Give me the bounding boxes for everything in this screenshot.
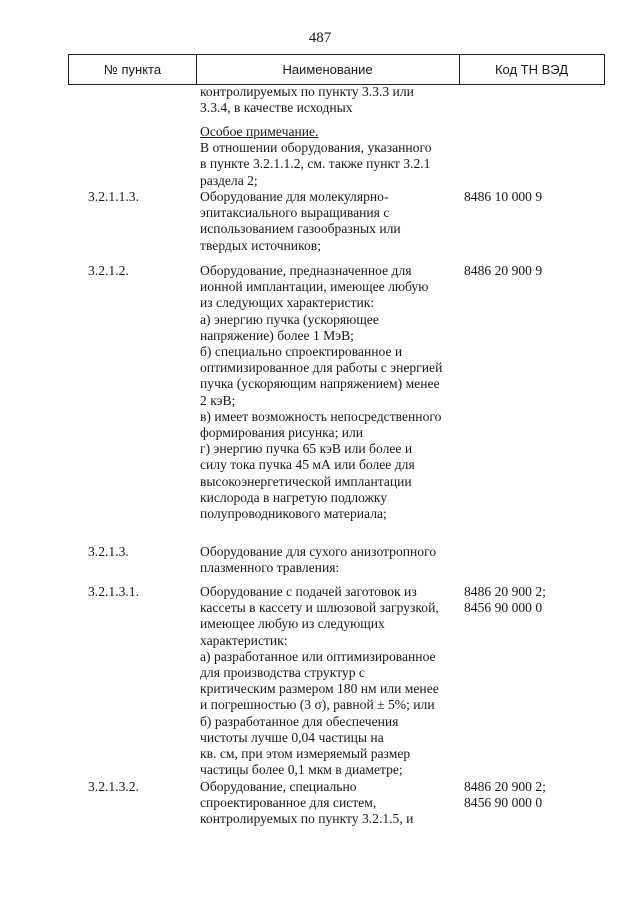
- text-line: кислорода в нагретую подложку: [200, 489, 388, 505]
- text-line: ионной имплантации, имеющее любую: [200, 279, 429, 295]
- text-line: 2 кэВ;: [200, 392, 236, 408]
- row-number: 3.2.1.3.: [88, 544, 129, 559]
- text-line: контролируемых по пункту 3.3.3 или: [200, 84, 414, 99]
- text-line: В отношении оборудования, указанного: [200, 140, 432, 156]
- header-item-code: Код ТН ВЭД: [494, 62, 569, 77]
- text-line: а) разработанное или оптимизированное: [200, 648, 436, 664]
- text-line: плазменного травления:: [200, 560, 340, 576]
- text-line: твердых источников;: [200, 237, 321, 253]
- special-note: [200, 124, 462, 189]
- text-line: характеристик:: [200, 632, 288, 648]
- text-line: в) имеет возможность непосредственного: [200, 408, 442, 424]
- text-line: силу тока пучка 45 мА или более для: [200, 457, 415, 473]
- text-line: чистоты лучше 0,04 частицы на: [200, 729, 384, 745]
- row-description: [200, 779, 462, 828]
- text-line: б) разработанное для обеспечения: [200, 713, 399, 729]
- code-line: 8486 10 000 9: [464, 189, 543, 204]
- code-line: 8486 20 900 2;: [464, 584, 546, 599]
- text-line: частицы более 0,1 мкм в диаметре;: [200, 762, 403, 778]
- text-line: для производства структур с: [200, 665, 365, 681]
- code-line: 8486 20 900 2;: [464, 779, 546, 794]
- text-line: б) специально спроектированное и: [200, 344, 403, 360]
- header-item-name: Наименование: [196, 55, 460, 84]
- text-line: высокоэнергетической имплантации: [200, 473, 412, 489]
- text-line: пучка (ускоряющим напряжением) менее: [200, 376, 440, 392]
- continuation-text: [200, 84, 462, 116]
- text-line: Оборудование, предназначенное для: [200, 263, 412, 278]
- row-code: [464, 263, 594, 279]
- row-number: 3.2.1.3.2.: [88, 779, 139, 794]
- row-description: [200, 544, 462, 576]
- text-line: раздела 2;: [200, 172, 258, 188]
- text-line: оптимизированное для работы с энергией: [200, 360, 443, 376]
- row-code: [464, 189, 594, 205]
- row-code: [464, 779, 594, 811]
- text-line: в пункте 3.2.1.1.2, см. также пункт 3.2.1: [200, 156, 431, 172]
- row-description: [200, 263, 462, 522]
- text-line: напряжение) более 1 МэВ;: [200, 327, 354, 343]
- text-line: 3.3.4, в качестве исходных: [200, 100, 353, 116]
- special-note-heading: Особое примечание.: [200, 124, 319, 139]
- text-line: Оборудование для сухого анизотропного: [200, 544, 437, 559]
- header-item-number: № пункта: [69, 55, 197, 84]
- row-number: 3.2.1.1.3.: [88, 189, 139, 204]
- row-code: [464, 584, 594, 616]
- code-line: 8486 20 900 9: [464, 263, 543, 278]
- text-line: эпитаксиального выращивания с: [200, 205, 390, 221]
- text-line: контролируемых по пункту 3.2.1.5, и: [200, 811, 414, 827]
- text-line: кв. см, при этом измеряемый размер: [200, 746, 411, 762]
- text-line: Оборудование для молекулярно-: [200, 189, 389, 204]
- text-line: а) энергию пучка (ускоряющее: [200, 311, 379, 327]
- row-number: 3.2.1.3.1.: [88, 584, 139, 599]
- text-line: критическим размером 180 нм или менее: [200, 681, 439, 697]
- text-line: полупроводникового материала;: [200, 506, 387, 522]
- row-number: 3.2.1.2.: [88, 263, 129, 278]
- text-line: Оборудование, специально: [200, 779, 357, 794]
- page-number: 487: [308, 30, 332, 46]
- text-line: спроектированное для систем,: [200, 795, 377, 811]
- row-description: [200, 189, 462, 254]
- code-line: 8456 90 000 0: [464, 795, 543, 811]
- table-header: [68, 54, 605, 85]
- text-line: кассеты в кассету и шлюзовой загрузкой,: [200, 600, 439, 616]
- row-description: [200, 584, 462, 778]
- text-line: использованием газообразных или: [200, 221, 401, 237]
- text-line: Оборудование с подачей заготовок из: [200, 584, 417, 599]
- text-line: из следующих характеристик:: [200, 295, 375, 311]
- text-line: формирования рисунка; или: [200, 425, 364, 441]
- text-line: и погрешностью (3 σ), равной ± 5%; или: [200, 697, 435, 713]
- code-line: 8456 90 000 0: [464, 600, 543, 616]
- text-line: г) энергию пучка 65 кэВ или более и: [200, 441, 413, 457]
- text-line: имеющее любую из следующих: [200, 616, 385, 632]
